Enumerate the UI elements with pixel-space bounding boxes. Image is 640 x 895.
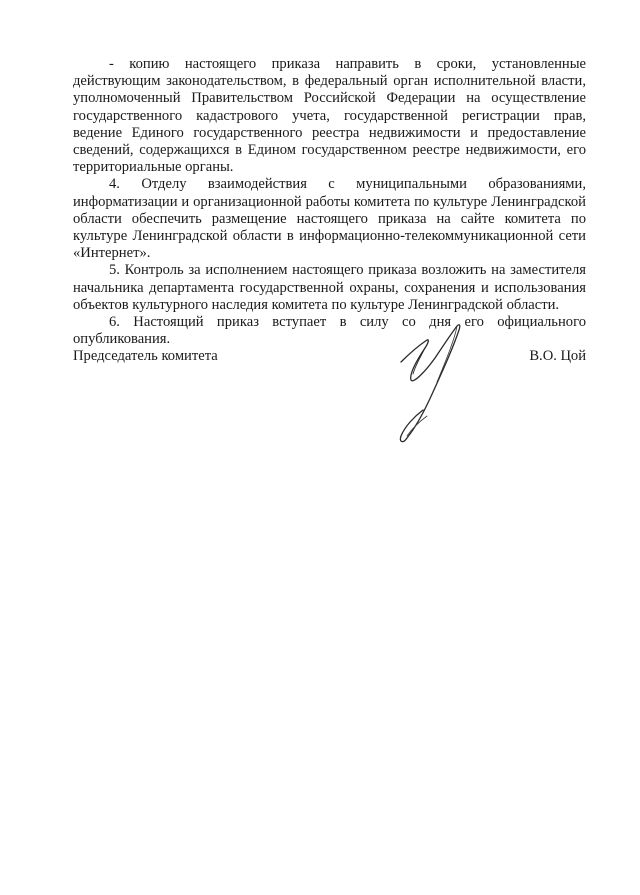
signature-block — [73, 348, 586, 368]
signer-name: В.О. Цой — [529, 348, 586, 364]
paragraph-item-5: 5. Контроль за исполнением настоящего приказа возложить на заместителя начальника департамента государственной охраны, сохранения и использования объектов культурного наследия комитета по культуре Ленинградской области. — [73, 262, 586, 313]
paragraph-item-6: 6. Настоящий приказ вступает в силу со дня его официального опубликования. — [73, 314, 586, 348]
document-body — [73, 56, 586, 348]
handwritten-signature — [385, 318, 475, 448]
signer-title: Председатель комитета — [73, 348, 218, 364]
paragraph-item-4: 4. Отделу взаимодействия с муниципальными образованиями, информатизации и организационной работы комитета по культуре Ленинградской области обеспечить размещение настоящего приказа на сайте комитета по культуре Ленинградской области в информационно-телекоммуникационной сети «Интернет». — [73, 176, 586, 262]
paragraph-copy-order: - копию настоящего приказа направить в сроки, установленные действующим законодательством, в федеральный орган исполнительной власти, уполномоченный Правительством Российской Федерации на осуществление государственного кадастрового учета, государственной регистрации прав, ведение Единого государственного реестра недвижимости и предоставление сведений, содержащихся в Едином государственном реестре недвижимости, его территориальные органы. — [73, 56, 586, 176]
